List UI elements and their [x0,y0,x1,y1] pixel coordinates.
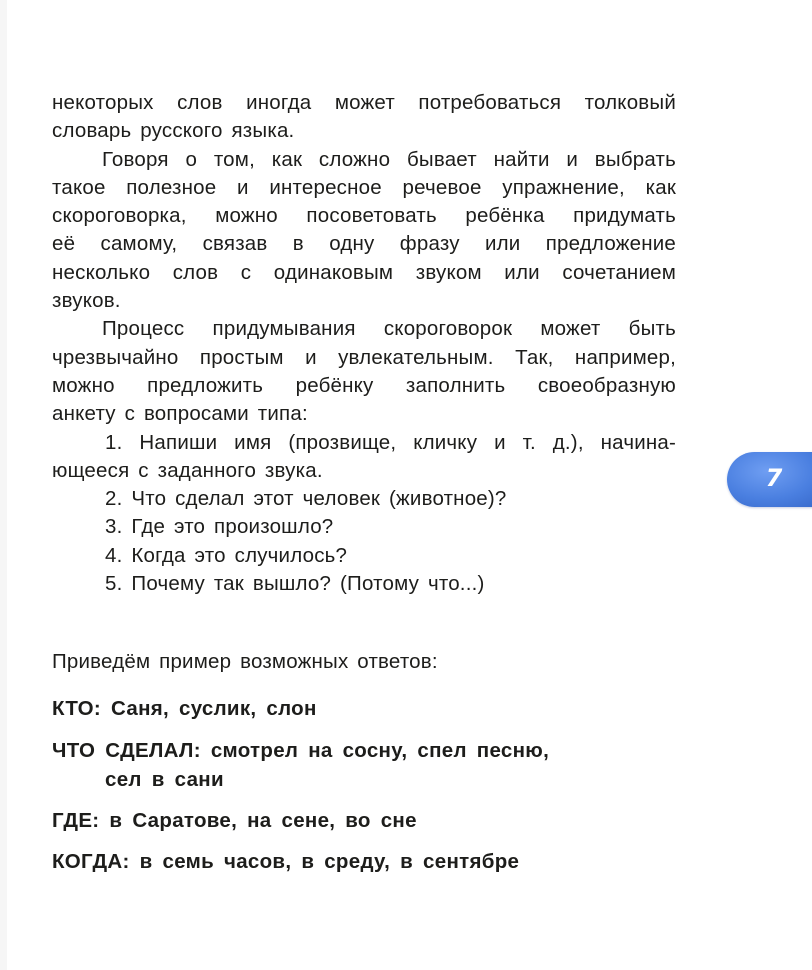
text-line: несколько слов с одинаковым звуком или сочетанием [52,260,676,284]
question-item: 4. Когда это случилось? [105,543,348,567]
question-item-continuation: ющееся с заданного звука. [52,458,323,482]
text-line: Говоря о том, как сложно бывает найти и выбрать [102,147,676,171]
answer-value: в семь часов, в среду, в сентябре [139,850,520,873]
answer-key: ЧТО СДЕЛАЛ: [52,739,201,762]
answer-chto-sdelal [52,736,549,765]
text-line: скороговорка, можно посоветовать ребёнка придумать [52,204,676,228]
main-text [52,89,676,598]
text-line: анкету с вопросами типа: [52,402,308,426]
question-item: 1. Напиши имя (прозвище, кличку и т. д.), начина- [105,430,676,454]
text-line: некоторых слов иногда может потребоваться толковый [52,91,676,114]
text-line: чрезвычайно простым и увлекательным. Так, например, [52,345,676,369]
answer-key: КОГДА: [52,850,130,873]
question-item: 5. Почему так вышло? (Потому что...) [105,572,485,596]
answer-key: ГДЕ: [52,809,100,832]
answer-value: в Саратове, на сене, во сне [109,809,417,832]
question-item: 2. Что сделал этот человек (животное)? [105,487,507,511]
text-line: такое полезное и интересное речевое упражнение, как [52,175,676,199]
answer-kto [52,694,317,723]
answer-key: КТО: [52,697,102,720]
text-line: можно предложить ребёнку заполнить своеобразную [52,373,676,397]
question-item: 3. Где это произошло? [105,515,334,539]
answer-value: Саня, суслик, слон [111,697,317,720]
text-line: её самому, связав в одну фразу или предложение [52,232,676,256]
answer-value: смотрел на сосну, спел песню, [210,739,550,762]
page-number: 7 [765,464,783,492]
answers-intro: Приведём пример возможных ответов: [52,650,438,673]
answer-kogda [52,847,519,876]
answer-gde [52,806,417,835]
text-line: звуков. [52,289,121,313]
answer-continuation: сел в сани [105,768,224,791]
page-edge [0,0,7,970]
text-line: Процесс придумывания скороговорок может быть [102,317,676,341]
text-line: словарь русского языка. [52,119,295,143]
